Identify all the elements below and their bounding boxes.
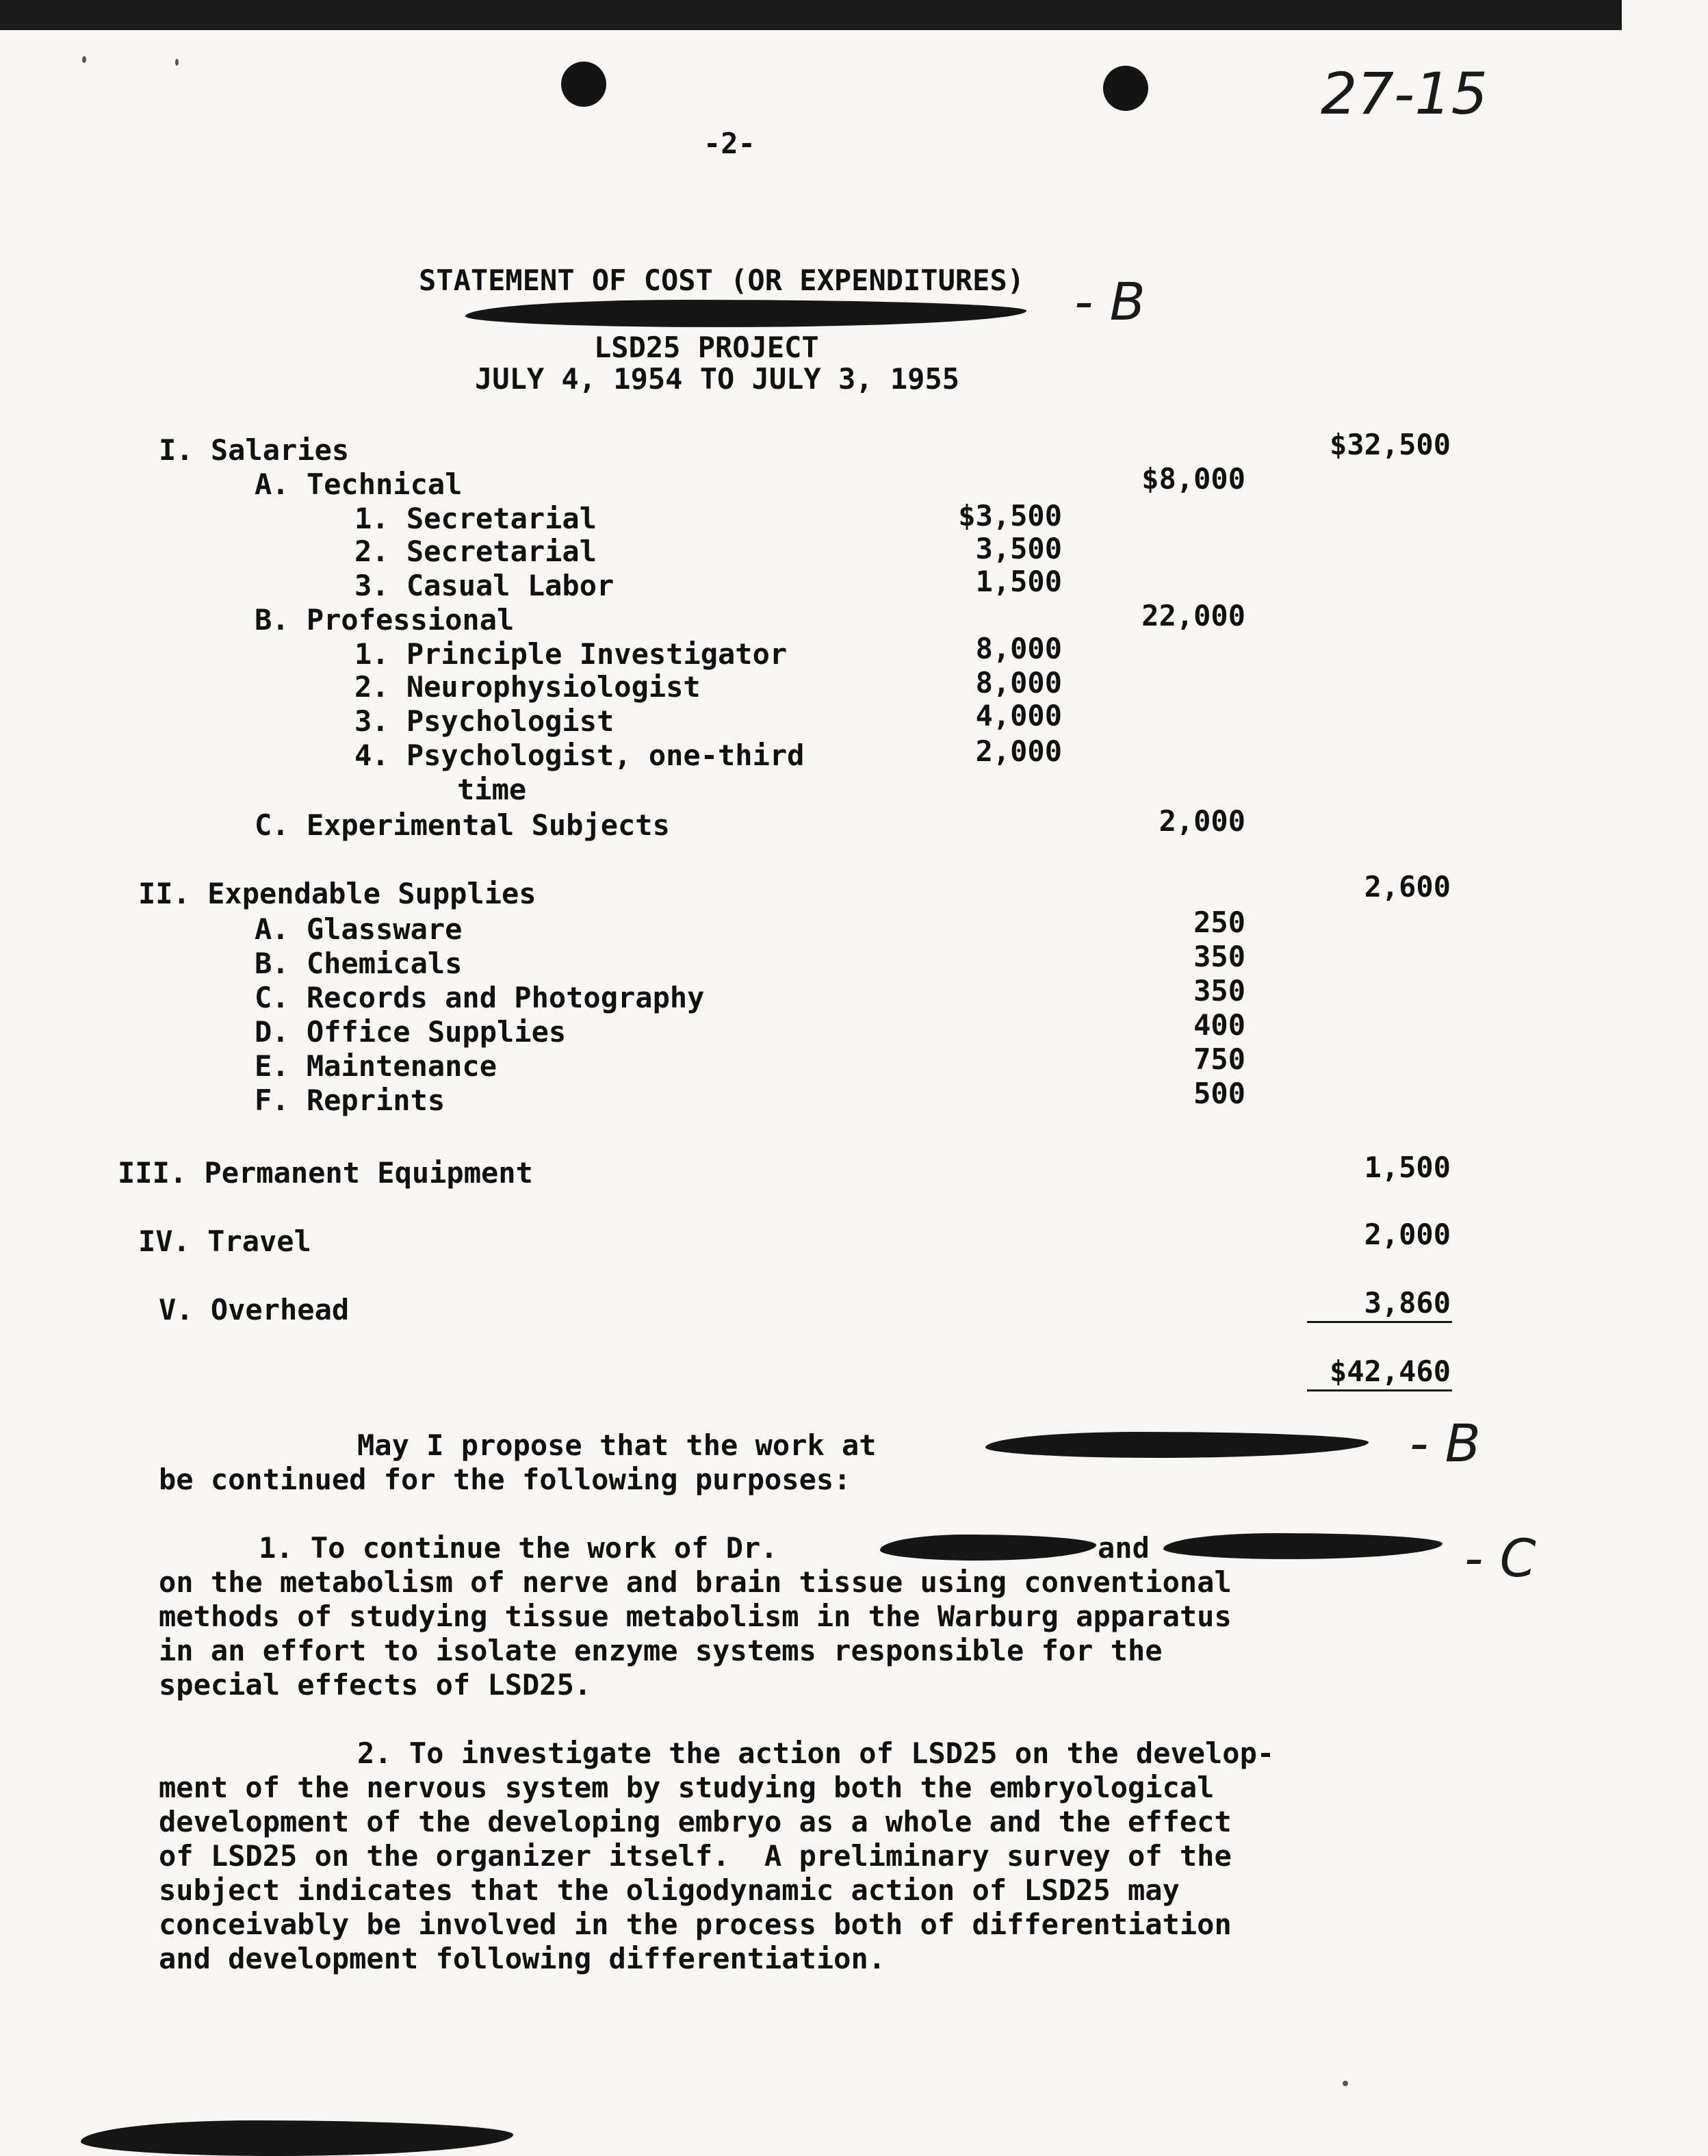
prof-item-4-continuation: time [457, 773, 527, 806]
scan-speck [175, 59, 179, 66]
punch-hole-right [1103, 66, 1148, 111]
statement-title: STATEMENT OF COST (OR EXPENDITURES) [419, 264, 1025, 297]
proposal-line-1: May I propose that the work at [357, 1428, 877, 1462]
tech-item-3-label: 3. Casual Labor [354, 569, 614, 602]
purpose-1-line-2: on the metabolism of nerve and brain tissue using conventional [159, 1565, 1232, 1599]
total-rule [1307, 1321, 1452, 1323]
page-number: -2- [703, 127, 755, 160]
grand-total: $42,460 [1329, 1355, 1451, 1388]
tech-item-1-amount: $3,500 [958, 499, 1062, 532]
purpose-2-line-3: development of the developing embryo as a whole and the effect [159, 1805, 1232, 1838]
redaction-mark [465, 300, 1026, 327]
proposal-line-2: be continued for the following purposes: [159, 1463, 851, 1496]
prof-item-4-amount: 2,000 [975, 734, 1062, 768]
tech-item-3-amount: 1,500 [975, 565, 1062, 598]
margin-mark-b: - B [1410, 1413, 1481, 1474]
supply-item-e-label: E. Maintenance [255, 1049, 497, 1083]
supply-item-a-amount: 250 [1193, 906, 1245, 939]
redaction-mark [81, 2120, 513, 2156]
travel-label: IV. Travel [138, 1224, 311, 1258]
purpose-1-line-5: special effects of LSD25. [159, 1668, 592, 1702]
overhead-total: 3,860 [1364, 1286, 1451, 1320]
supply-item-e-amount: 750 [1193, 1042, 1245, 1076]
project-name: LSD25 PROJECT [594, 331, 819, 364]
purpose-2-line-6: conceivably be involved in the process both of differentiation [159, 1908, 1232, 1941]
tech-item-1-label: 1. Secretarial [354, 502, 597, 535]
equipment-label: III. Permanent Equipment [118, 1156, 533, 1190]
supplies-label: II. Expendable Supplies [138, 877, 536, 910]
travel-total: 2,000 [1364, 1218, 1451, 1251]
supply-item-a-label: A. Glassware [255, 912, 463, 946]
purpose-1-line-3: methods of studying tissue metabolism in the Warburg apparatus [159, 1600, 1232, 1633]
scan-speck [82, 56, 86, 63]
handwritten-reference: 27-15 [1321, 60, 1488, 127]
supply-item-b-label: B. Chemicals [255, 947, 463, 980]
supply-item-b-amount: 350 [1193, 940, 1245, 973]
purpose-2-line-4: of LSD25 on the organizer itself. A preliminary survey of the [159, 1839, 1232, 1873]
tech-item-2-label: 2. Secretarial [354, 535, 597, 568]
scan-speck [1343, 2081, 1348, 2086]
purpose-1-line-4: in an effort to isolate enzyme systems responsible for the [159, 1634, 1163, 1667]
prof-item-2-label: 2. Neurophysiologist [354, 670, 701, 704]
technical-label: A. Technical [255, 467, 463, 501]
redaction-mark [880, 1535, 1096, 1561]
margin-mark-b: - B [1074, 271, 1146, 332]
supply-item-c-amount: 350 [1193, 974, 1245, 1008]
equipment-total: 1,500 [1364, 1151, 1451, 1184]
grand-total-underline [1307, 1389, 1452, 1391]
purpose-2-line-5: subject indicates that the oligodynamic action of LSD25 may [159, 1873, 1180, 1907]
supply-item-f-amount: 500 [1193, 1077, 1245, 1110]
supply-item-d-amount: 400 [1193, 1008, 1245, 1042]
supplies-total: 2,600 [1364, 870, 1451, 903]
prof-item-3-amount: 4,000 [975, 699, 1062, 732]
prof-item-2-amount: 8,000 [975, 666, 1062, 700]
salaries-total: $32,500 [1329, 428, 1451, 461]
subjects-label: C. Experimental Subjects [255, 808, 670, 842]
prof-item-1-amount: 8,000 [975, 632, 1062, 665]
purpose-2-line-1: 2. To investigate the action of LSD25 on the develop- [357, 1736, 1275, 1770]
scan-top-edge [0, 0, 1622, 30]
redaction-mark [1163, 1533, 1442, 1559]
tech-item-2-amount: 3,500 [975, 532, 1062, 565]
professional-label: B. Professional [255, 603, 515, 637]
project-period: JULY 4, 1954 TO JULY 3, 1955 [475, 362, 960, 396]
punch-hole-left [561, 62, 606, 107]
salaries-label: I. Salaries [159, 433, 350, 467]
redaction-mark [985, 1432, 1369, 1458]
purpose-1-and: and [1098, 1531, 1150, 1565]
overhead-label: V. Overhead [159, 1293, 350, 1326]
prof-item-3-label: 3. Psychologist [354, 704, 614, 738]
subjects-subtotal: 2,000 [1159, 804, 1245, 838]
technical-subtotal: $8,000 [1141, 462, 1245, 496]
purpose-2-line-2: ment of the nervous system by studying both the embryological [159, 1771, 1215, 1804]
supply-item-d-label: D. Office Supplies [255, 1015, 567, 1049]
margin-mark-c: - C [1464, 1528, 1536, 1589]
professional-subtotal: 22,000 [1141, 599, 1245, 632]
purpose-1-line-1: 1. To continue the work of Dr. [259, 1531, 778, 1565]
prof-item-4-label: 4. Psychologist, one-third [354, 739, 805, 772]
supply-item-c-label: C. Records and Photography [255, 981, 705, 1014]
prof-item-1-label: 1. Principle Investigator [354, 637, 788, 671]
purpose-2-line-7: and development following differentiation. [159, 1942, 886, 1975]
supply-item-f-label: F. Reprints [255, 1083, 445, 1117]
